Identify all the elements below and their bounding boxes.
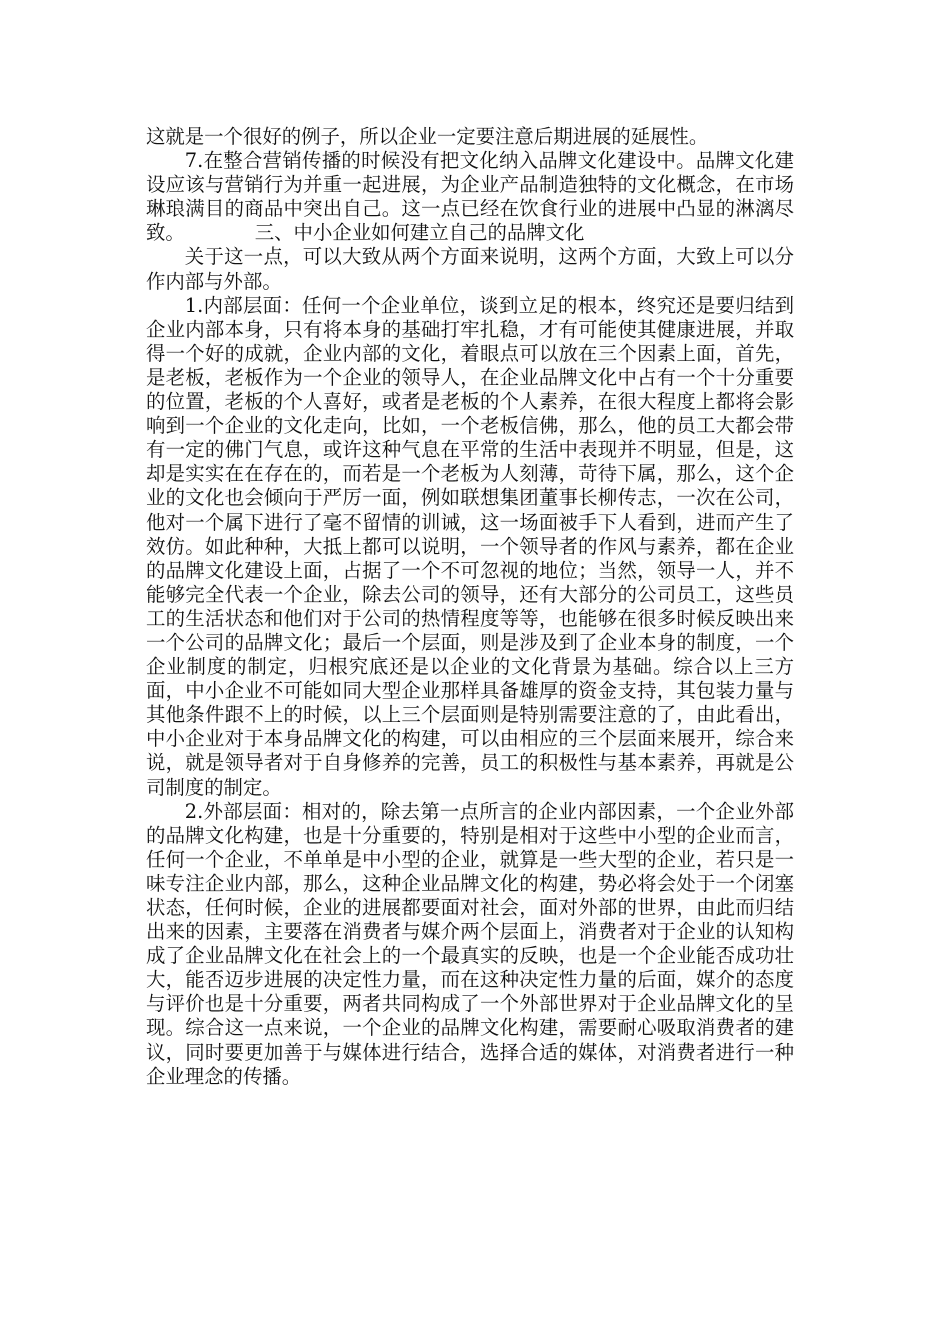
paragraph-item-7 [146,149,794,245]
paragraph-item-7-text: 7.在整合营销传播的时候没有把文化纳入品牌文化建设中。品牌文化建设应该与营销行为并重一起进展，为企业产品制造独特的文化概念，在市场琳琅满目的商品中突出自己。这一点已经在饮食行业的进展中凸显的淋漓尽致。 [146,149,794,245]
document-body [146,125,794,1089]
section-heading-3: 三、中小企业如何建立自己的品牌文化 [254,221,585,245]
paragraph-intro: 这就是一个很好的例子，所以企业一定要注意后期进展的延展性。 [146,125,709,148]
paragraph-overview: 关于这一点，可以大致从两个方面来说明，这两个方面，大致上可以分作内部与外部。 [146,245,794,293]
paragraph-internal-level: 1.内部层面：任何一个企业单位，谈到立足的根本，终究还是要归结到企业内部本身，只有将本身的基础打牢扎稳，才有可能使其健康进展，并取得一个好的成就，企业内部的文化，着眼点可以放在三个因素上面，首先，是老板，老板作为一个企业的领导人，在企业品牌文化中占有一个十分重要的位置，老板的个人喜好，或者是老板的个人素养，在很大程度上都将会影响到一个企业的文化走向，比如，一个老板信佛，那么，他的员工大都会带有一定的佛门气息，或许这种气息在平常的生活中表现并不明显，但是，这却是实实在在存在的，而若是一个老板为人刻薄，苛待下属，那么，这个企业的文化也会倾向于严厉一面，例如联想集团董事长柳传志，一次在公司，他对一个属下进行了毫不留情的训诫，这一场面被手下人看到，进而产生了效仿。如此种种，大抵上都可以说明，一个领导者的作风与素养，都在企业的品牌文化建设上面，占据了一个不可忽视的地位；当然，领导一人，并不能够完全代表一个企业，除去公司的领导，还有大部分的公司员工，这些员工的生活状态和他们对于公司的热情程度等等，也能够在很多时候反映出来一个公司的品牌文化；最后一个层面，则是涉及到了企业本身的制度，一个企业制度的制定，归根究底还是以企业的文化背景为基础。综合以上三方面，中小企业不可能如同大型企业那样具备雄厚的资金支持，其包装力量与其他条件跟不上的时候，以上三个层面则是特别需要注意的了，由此看出，中小企业对于本身品牌文化的构建，可以由相应的三个层面来展开，综合来说，就是领导者对于自身修养的完善，员工的积极性与基本素养，再就是公司制度的制定。 [146,293,794,799]
paragraph-external-level: 2.外部层面：相对的，除去第一点所言的企业内部因素，一个企业外部的品牌文化构建，也是十分重要的，特别是相对于这些中小型的企业而言，任何一个企业，不单单是中小型的企业，就算是一些大型的企业，若只是一味专注企业内部，那么，这种企业品牌文化的构建，势必将会处于一个闭塞状态，任何时候，企业的进展都要面对社会，面对外部的世界，由此而归结出来的因素，主要落在消费者与媒介两个层面上，消费者对于企业的认知构成了企业品牌文化在社会上的一个最真实的反映，也是一个企业能否成功壮大，能否迈步进展的决定性力量，而在这种决定性力量的后面，媒介的态度与评价也是十分重要，两者共同构成了一个外部世界对于企业品牌文化的呈现。综合这一点来说，一个企业的品牌文化构建，需要耐心吸取消费者的建议，同时要更加善于与媒体进行结合，选择合适的媒体，对消费者进行一种企业理念的传播。 [146,799,794,1088]
